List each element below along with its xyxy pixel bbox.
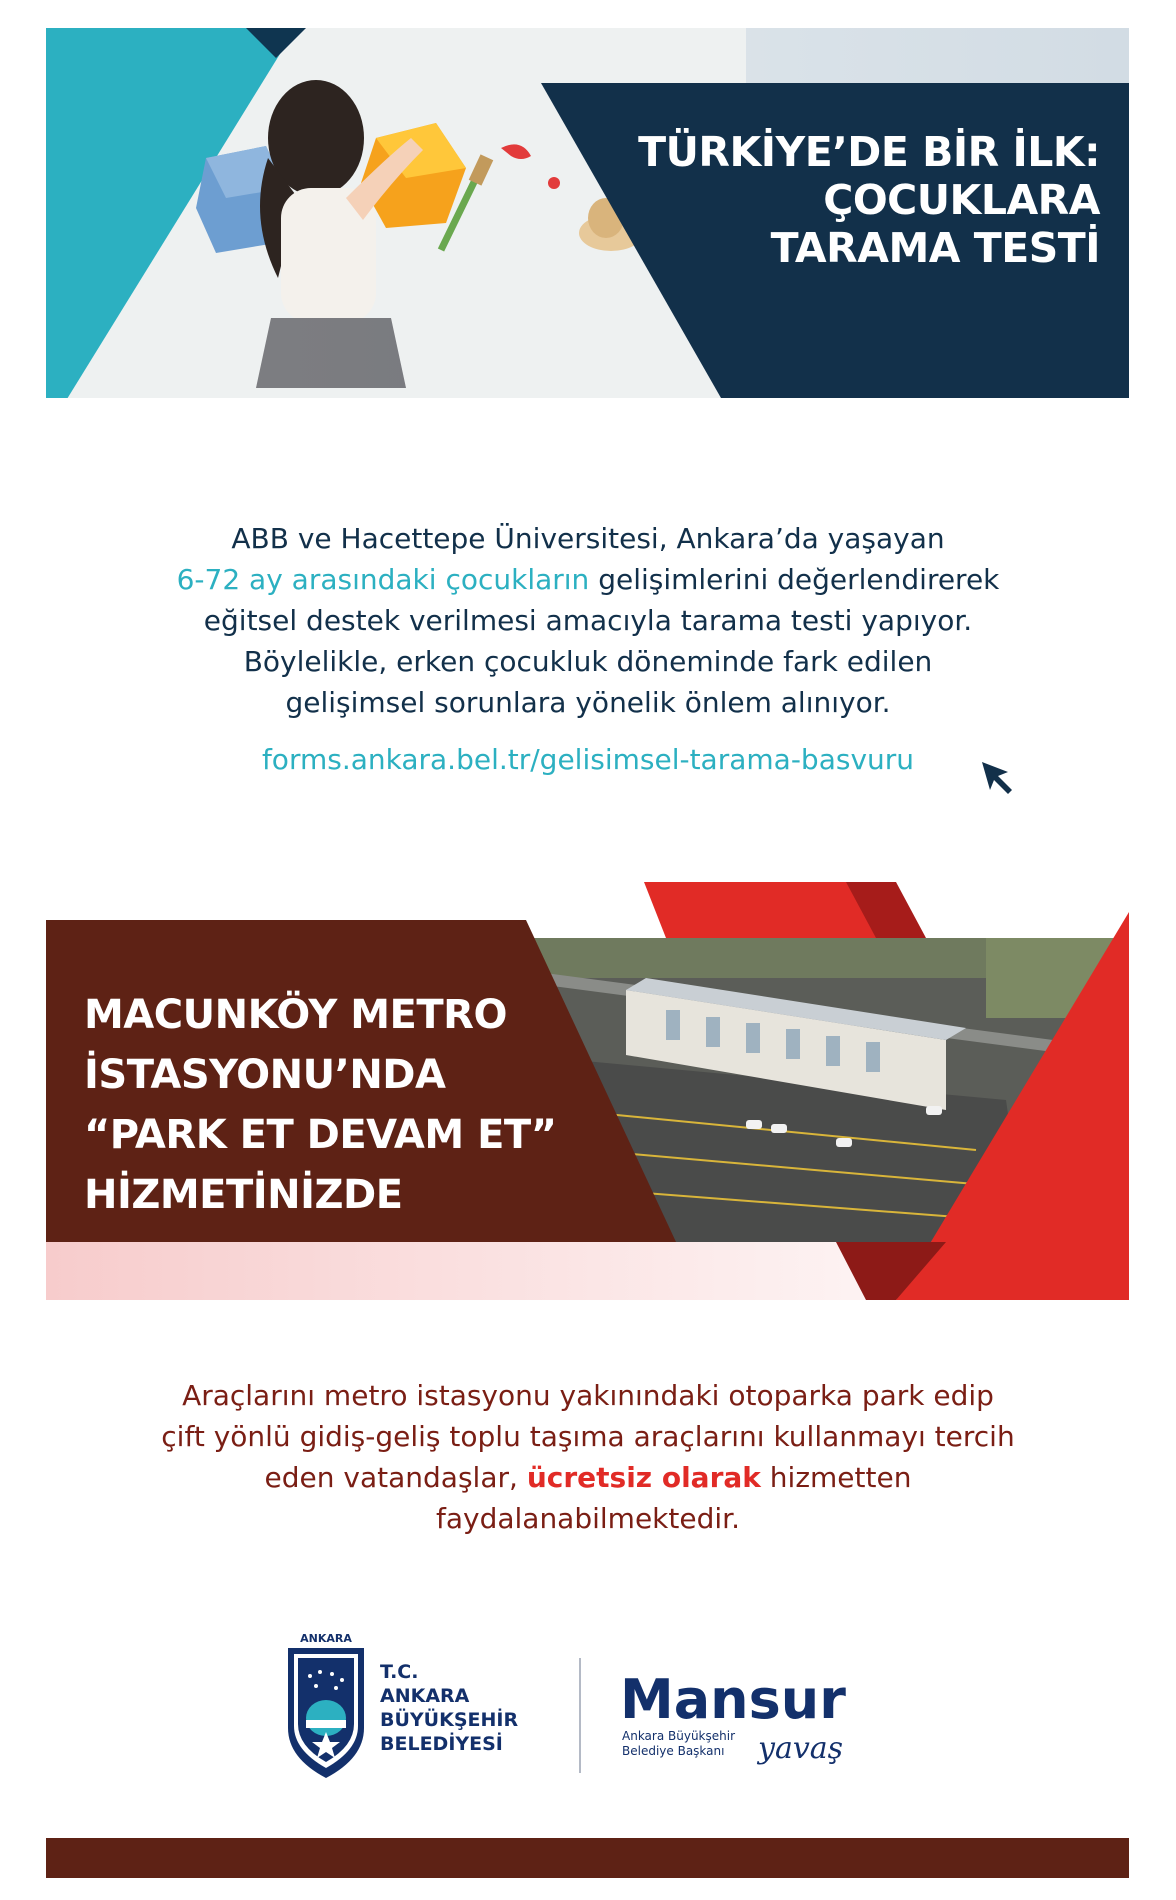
banner2-title-line: MACUNKÖY METRO — [84, 992, 507, 1038]
banner1-title-line: ÇOCUKLARA — [823, 176, 1100, 224]
description-line — [80, 1457, 1096, 1498]
description-line: Böylelikle, erken çocukluk döneminde fark edilen — [243, 645, 933, 678]
mayor-name: Mansur — [620, 1668, 846, 1731]
cursor-arrow-icon — [978, 758, 1018, 798]
description-line: çift yönlü gidiş-geliş toplu taşıma araçlarını kullanmayı tercih — [161, 1420, 1015, 1453]
banner1-title — [560, 128, 1100, 272]
banner1-title-line: TARAMA TESTİ — [770, 224, 1100, 272]
municipality-name — [380, 1661, 518, 1755]
description-line: eğitsel destek verilmesi amacıyla tarama testi yapıyor. — [203, 604, 973, 637]
description-line: ABB ve Hacettepe Üniversitesi, Ankara’da yaşayan — [231, 522, 945, 555]
banner2-title-line: “PARK ET DEVAM ET” — [84, 1112, 557, 1158]
free-of-charge-highlight: ücretsiz olarak — [526, 1461, 761, 1494]
description-text: gelişimlerini değerlendirerek — [589, 563, 1000, 596]
municipality-name-line: T.C. — [380, 1661, 419, 1683]
emblem-top-text: ANKARA — [300, 1632, 352, 1645]
banner2-title-line: İSTASYONU’NDA — [84, 1052, 446, 1098]
description-line: faydalanabilmektedir. — [435, 1502, 740, 1535]
mayor-signature: yavaş — [758, 1731, 844, 1766]
banner2-title — [84, 985, 644, 1225]
banner1-title-line: TÜRKİYE’DE BİR İLK: — [638, 128, 1100, 176]
footer-logos — [280, 1628, 900, 1788]
municipality-name-line: BELEDİYESİ — [380, 1733, 503, 1755]
municipality-name-line: ANKARA — [380, 1685, 470, 1707]
age-range-highlight: 6-72 ay arasındaki çocukların — [176, 563, 590, 596]
municipality-name-line: BÜYÜKŞEHİR — [380, 1709, 519, 1731]
application-link[interactable]: forms.ankara.bel.tr/gelisimsel-tarama-basvuru — [261, 743, 915, 776]
banner2-title-line: HİZMETİNİZDE — [84, 1172, 403, 1218]
description-line: Araçlarını metro istasyonu yakınındaki otoparka park edip — [182, 1379, 994, 1412]
description-text: hizmetten — [760, 1461, 912, 1494]
description-line — [80, 559, 1096, 600]
mayor-title-line: Ankara Büyükşehir — [622, 1729, 736, 1743]
description-line: gelişimsel sorunlara yönelik önlem alınıyor. — [285, 686, 891, 719]
bottom-bar — [46, 1838, 1129, 1878]
application-link-row — [80, 739, 1096, 780]
ankara-municipality-emblem — [288, 1632, 364, 1778]
footer-logos-graphic — [280, 1628, 900, 1788]
red-accent-shape — [644, 882, 886, 938]
park-and-ride-description — [80, 1375, 1096, 1539]
mayor-title-line: Belediye Başkanı — [622, 1744, 725, 1758]
screening-description — [80, 518, 1096, 723]
description-text: eden vatandaşlar, — [264, 1461, 527, 1494]
